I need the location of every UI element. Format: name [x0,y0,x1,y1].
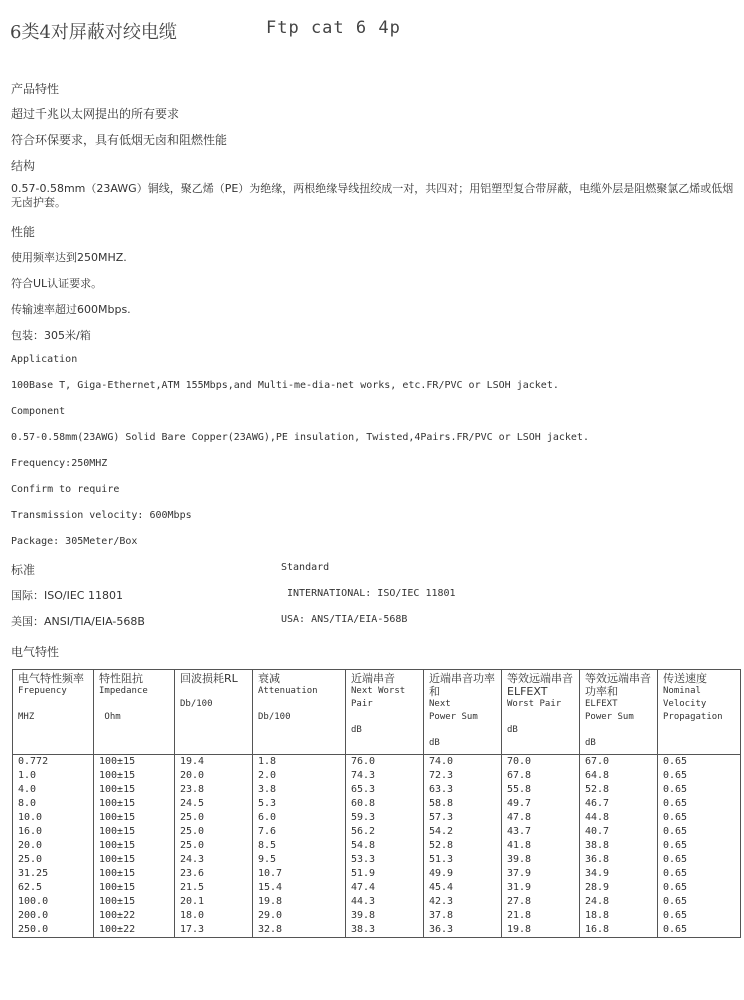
table-cell: 21.5 [175,881,253,895]
table-cell: 10.7 [253,867,346,881]
table-row [13,755,741,770]
header-zh: 近端串音功率和 [429,672,495,698]
table-cell: 60.8 [346,797,424,811]
table-cell: 38.3 [346,923,424,938]
header-zh: 衰减 [258,672,280,685]
perf-4: 包装：305米/箱 [11,329,91,342]
table-header-cell [658,670,741,755]
table-cell: 8.5 [253,839,346,853]
table-cell: 46.7 [580,797,658,811]
table-cell: 0.65 [658,755,741,770]
table-cell: 4.0 [13,783,94,797]
table-cell: 23.6 [175,867,253,881]
standard-heading-en: Standard [281,562,330,573]
table-cell: 31.25 [13,867,94,881]
table-cell: 72.3 [424,769,502,783]
table-cell: 2.0 [253,769,346,783]
table-cell: 0.65 [658,811,741,825]
features-heading: 产品特性 [11,82,60,96]
table-cell: 70.0 [502,755,580,770]
table-cell: 100±15 [94,755,175,770]
header-en: ELFEXT Power Sum dB [585,699,634,748]
table-cell: 34.9 [580,867,658,881]
table-cell: 100±15 [94,825,175,839]
header-zh: 特性阻抗 [99,672,143,685]
table-header-cell [424,670,502,755]
feature-1: 超过千兆以太网提出的所有要求 [11,107,180,121]
table-cell: 62.5 [13,881,94,895]
table-row [13,923,741,938]
table-cell: 38.8 [580,839,658,853]
title-zh: 6类4对屏蔽对绞电缆 [10,22,177,43]
application-heading: Application [11,354,78,365]
table-header-cell [94,670,175,755]
table-cell: 1.8 [253,755,346,770]
table-row [13,797,741,811]
perf-1: 使用频率达到250MHZ. [11,251,127,264]
table-header-cell [580,670,658,755]
table-cell: 49.7 [502,797,580,811]
table-cell: 100±15 [94,783,175,797]
table-cell: 0.65 [658,853,741,867]
component-heading: Component [11,406,66,417]
table-row [13,783,741,797]
table-cell: 74.0 [424,755,502,770]
table-row [13,881,741,895]
table-cell: 76.0 [346,755,424,770]
table-cell: 0.65 [658,881,741,895]
table-row [13,839,741,853]
table-cell: 100±15 [94,867,175,881]
table-cell: 25.0 [175,811,253,825]
package-text: Package: 305Meter/Box [11,536,138,547]
table-cell: 54.8 [346,839,424,853]
table-cell: 20.1 [175,895,253,909]
table-cell: 47.4 [346,881,424,895]
header-zh: 传送速度 [663,672,707,685]
table-cell: 47.8 [502,811,580,825]
table-row [13,853,741,867]
table-cell: 32.8 [253,923,346,938]
table-cell: 0.65 [658,867,741,881]
table-cell: 67.0 [580,755,658,770]
table-cell: 58.8 [424,797,502,811]
table-cell: 51.3 [424,853,502,867]
table-cell: 37.8 [424,909,502,923]
header-en: Worst Pair dB [507,699,562,735]
table-cell: 24.8 [580,895,658,909]
standard-heading-zh: 标准 [11,563,36,577]
table-cell: 0.772 [13,755,94,770]
table-cell: 6.0 [253,811,346,825]
table-cell: 100±15 [94,839,175,853]
table-cell: 55.8 [502,783,580,797]
table-cell: 100±15 [94,811,175,825]
table-cell: 20.0 [175,769,253,783]
table-cell: 59.3 [346,811,424,825]
header-en: Db/100 [180,699,213,709]
feature-2: 符合环保要求，具有低烟无卤和阻燃性能 [11,133,228,147]
table-cell: 19.4 [175,755,253,770]
table-row [13,769,741,783]
table-cell: 45.4 [424,881,502,895]
table-cell: 0.65 [658,797,741,811]
table-row [13,895,741,909]
table-cell: 43.7 [502,825,580,839]
table-row [13,867,741,881]
table-cell: 100±15 [94,769,175,783]
header-zh: 电气特性频率 [18,672,84,685]
perf-2: 符合UL认证要求。 [11,277,103,290]
component-text: 0.57-0.58mm(23AWG) Solid Bare Copper(23AWG),PE insulation, Twisted,4Pairs.FR/PVC or LSOH jacket. [11,432,589,443]
application-text: 100Base T, Giga-Ethernet,ATM 155Mbps,and Multi-me-dia-net works, etc.FR/PVC or LSOH jacket. [11,380,559,391]
table-cell: 200.0 [13,909,94,923]
perf-3: 传输速率超过600Mbps. [11,303,131,316]
performance-heading: 性能 [11,225,36,239]
table-cell: 41.8 [502,839,580,853]
table-cell: 24.5 [175,797,253,811]
table-cell: 17.3 [175,923,253,938]
table-header-cell [253,670,346,755]
table-cell: 100±15 [94,895,175,909]
table-header-cell [502,670,580,755]
table-cell: 15.4 [253,881,346,895]
table-cell: 23.8 [175,783,253,797]
header-en: Next Power Sum dB [429,699,478,748]
table-cell: 40.7 [580,825,658,839]
page-title [10,18,401,44]
table-cell: 0.65 [658,895,741,909]
table-cell: 0.65 [658,923,741,938]
table-cell: 44.8 [580,811,658,825]
table-cell: 44.3 [346,895,424,909]
table-cell: 74.3 [346,769,424,783]
header-zh: 等效远端串音功率和 [585,672,651,698]
header-en: Nominal Velocity Propagation [663,686,723,722]
table-cell: 52.8 [424,839,502,853]
table-cell: 20.0 [13,839,94,853]
table-cell: 5.3 [253,797,346,811]
table-cell: 31.9 [502,881,580,895]
table-header-cell [346,670,424,755]
table-cell: 18.8 [580,909,658,923]
table-cell: 19.8 [502,923,580,938]
title-en: Ftp cat 6 4p [266,18,401,38]
usa-standard-en: USA: ANS/TIA/EIA-568B [281,614,408,625]
header-en: Next Worst Pair dB [351,686,406,735]
intl-standard-en: INTERNATIONAL: ISO/IEC 11801 [287,588,456,599]
table-cell: 100±22 [94,923,175,938]
table-cell: 37.9 [502,867,580,881]
table-cell: 100±15 [94,881,175,895]
confirm-text: Confirm to require [11,484,120,495]
table-cell: 52.8 [580,783,658,797]
header-en: Attenuation Db/100 [258,686,318,722]
table-cell: 25.0 [13,853,94,867]
table-row [13,909,741,923]
electrical-spec-table [12,669,741,938]
table-row [13,811,741,825]
header-zh: 回波损耗RL [180,672,238,685]
table-header-cell [175,670,253,755]
table-cell: 18.0 [175,909,253,923]
table-cell: 51.9 [346,867,424,881]
table-cell: 27.8 [502,895,580,909]
table-cell: 53.3 [346,853,424,867]
table-cell: 67.8 [502,769,580,783]
table-cell: 100±15 [94,853,175,867]
header-zh: 等效远端串音ELFEXT [507,672,573,698]
table-cell: 39.8 [502,853,580,867]
table-header-cell [13,670,94,755]
structure-heading: 结构 [11,159,36,173]
table-cell: 64.8 [580,769,658,783]
intl-standard-zh: 国际：ISO/IEC 11801 [11,589,123,602]
table-cell: 54.2 [424,825,502,839]
table-cell: 1.0 [13,769,94,783]
usa-standard-zh: 美国：ANSI/TIA/EIA-568B [11,615,145,628]
electrical-heading: 电气特性 [11,645,60,659]
table-cell: 250.0 [13,923,94,938]
table-cell: 7.6 [253,825,346,839]
table-cell: 65.3 [346,783,424,797]
table-cell: 0.65 [658,769,741,783]
table-cell: 0.65 [658,909,741,923]
table-cell: 49.9 [424,867,502,881]
table-cell: 25.0 [175,825,253,839]
table-cell: 39.8 [346,909,424,923]
table-header-row [13,670,741,755]
table-cell: 100.0 [13,895,94,909]
table-cell: 16.8 [580,923,658,938]
table-cell: 0.65 [658,825,741,839]
velocity-text: Transmission velocity: 600Mbps [11,510,192,521]
structure-text: 0.57-0.58mm（23AWG）铜线，聚乙烯（PE）为绝缘，两根绝缘导线扭绞成一对，共四对；用铝塑型复合带屏蔽，电缆外层是阻燃聚氯乙烯或低烟无卤护套。 [11,182,734,209]
table-cell: 19.8 [253,895,346,909]
table-cell: 100±22 [94,909,175,923]
table-cell: 21.8 [502,909,580,923]
table-cell: 29.0 [253,909,346,923]
table-cell: 100±15 [94,797,175,811]
table-body [13,755,741,938]
header-en: Frepuency MHZ [18,686,67,722]
table-cell: 0.65 [658,783,741,797]
table-cell: 3.8 [253,783,346,797]
table-cell: 42.3 [424,895,502,909]
table-cell: 56.2 [346,825,424,839]
header-en: Impedance Ohm [99,686,148,722]
table-cell: 25.0 [175,839,253,853]
table-cell: 0.65 [658,839,741,853]
table-cell: 28.9 [580,881,658,895]
table-row [13,825,741,839]
table-cell: 9.5 [253,853,346,867]
table-cell: 36.8 [580,853,658,867]
header-zh: 近端串音 [351,672,395,685]
frequency-text: Frequency:250MHZ [11,458,108,469]
table-cell: 16.0 [13,825,94,839]
table-cell: 63.3 [424,783,502,797]
table-cell: 57.3 [424,811,502,825]
table-cell: 24.3 [175,853,253,867]
table-cell: 8.0 [13,797,94,811]
table-cell: 10.0 [13,811,94,825]
table-cell: 36.3 [424,923,502,938]
